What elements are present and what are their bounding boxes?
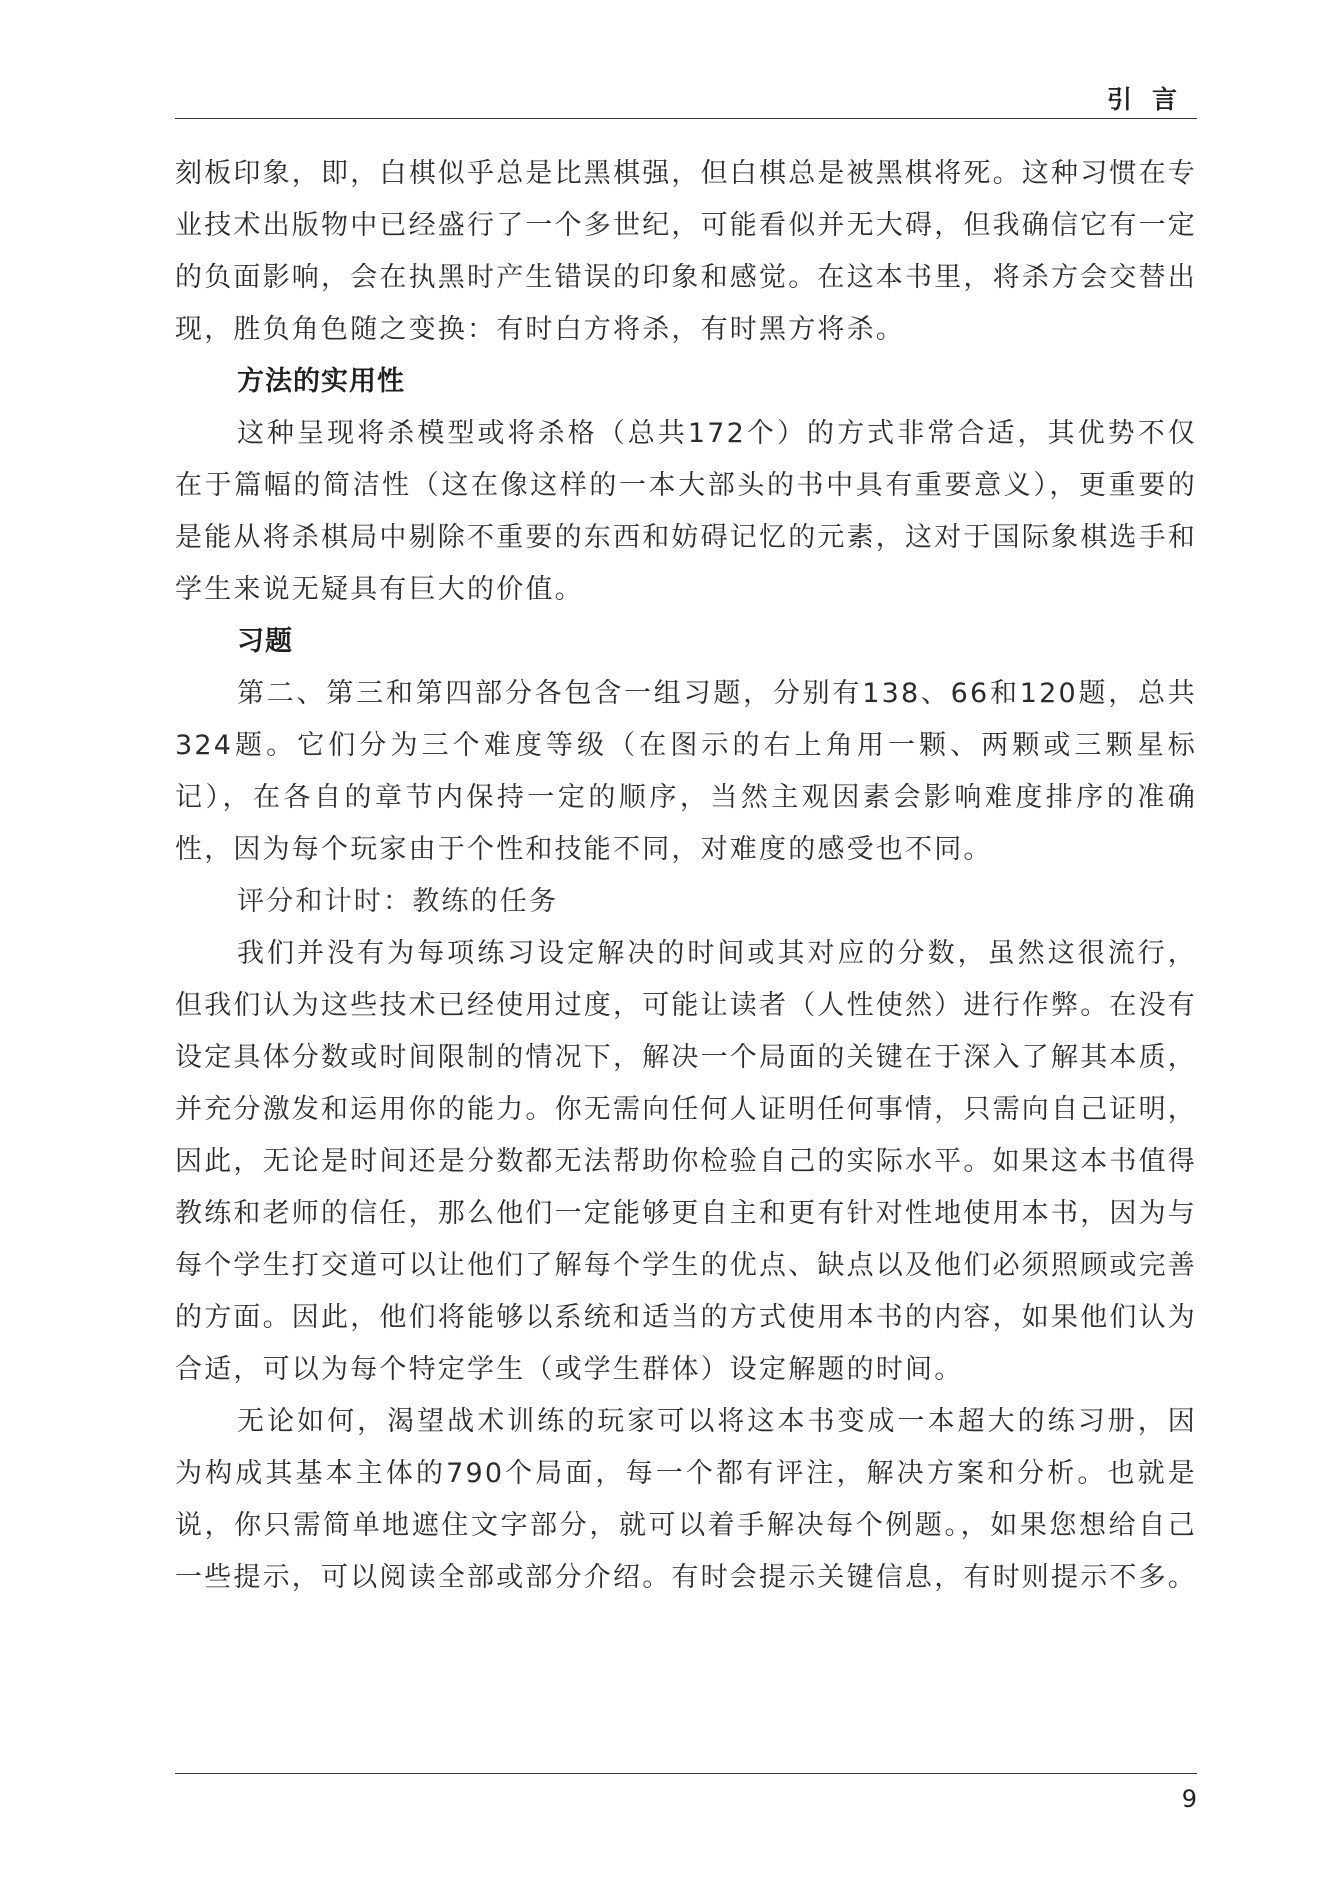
footer-rule [175,1773,1197,1774]
heading-practicality: 方法的实用性 [237,366,405,397]
heading-exercises: 习题 [237,626,293,657]
paragraph-practicality: 这种呈现将杀模型或将杀格（总共172个）的方式非常合适，其优势不仅在于篇幅的简洁性（这在像这样的一本大部头的书中具有重要意义），更重要的是能从将杀棋局中剔除不重要的东西和妨碍记忆的元素，这对于国际象棋选手和学生来说无疑具有巨大的价值。 [175,418,1197,605]
running-head-title: 引言 [1106,85,1197,114]
heading-scoring-timing: 评分和计时：教练的任务 [237,886,559,917]
page-number: 9 [1181,1785,1197,1813]
header-rule [175,118,1197,119]
paragraph-exercises: 第二、第三和第四部分各包含一组习题，分别有138、66和120题，总共324题。它们分为三个难度等级（在图示的右上角用一颗、两颗或三颗星标记），在各自的章节内保持一定的顺序，当然主观因素会影响难度排序的准确性，因为每个玩家由于个性和技能不同，对难度的感受也不同。 [175,678,1197,865]
paragraph-scoring-timing: 我们并没有为每项练习设定解决的时间或其对应的分数，虽然这很流行，但我们认为这些技术已经使用过度，可能让读者（人性使然）进行作弊。在没有设定具体分数或时间限制的情况下，解决一个局面的关键在于深入了解其本质，并充分激发和运用你的能力。你无需向任何人证明任何事情，只需向自己证明，因此，无论是时间还是分数都无法帮助你检验自己的实际水平。如果这本书值得教练和老师的信任，那么他们一定能够更自主和更有针对性地使用本书，因为与每个学生打交道可以让他们了解每个学生的优点、缺点以及他们必须照顾或完善的方面。因此，他们将能够以系统和适当的方式使用本书的内容，如果他们认为合适，可以为每个特定学生（或学生群体）设定解题的时间。 [175,938,1197,1385]
paragraph-stereotype: 刻板印象，即，白棋似乎总是比黑棋强，但白棋总是被黑棋将死。这种习惯在专业技术出版物中已经盛行了一个多世纪，可能看似并无大碍，但我确信它有一定的负面影响，会在执黑时产生错误的印象和感觉。在这本书里，将杀方会交替出现，胜负角色随之变换：有时白方将杀，有时黑方将杀。 [175,158,1197,345]
page-body [175,148,1197,1604]
paragraph-workbook: 无论如何，渴望战术训练的玩家可以将这本书变成一本超大的练习册，因为构成其基本主体的790个局面，每一个都有评注，解决方案和分析。也就是说，你只需简单地遮住文字部分，就可以着手解决每个例题。，如果您想给自己一些提示，可以阅读全部或部分介绍。有时会提示关键信息，有时则提示不多。 [175,1406,1197,1593]
